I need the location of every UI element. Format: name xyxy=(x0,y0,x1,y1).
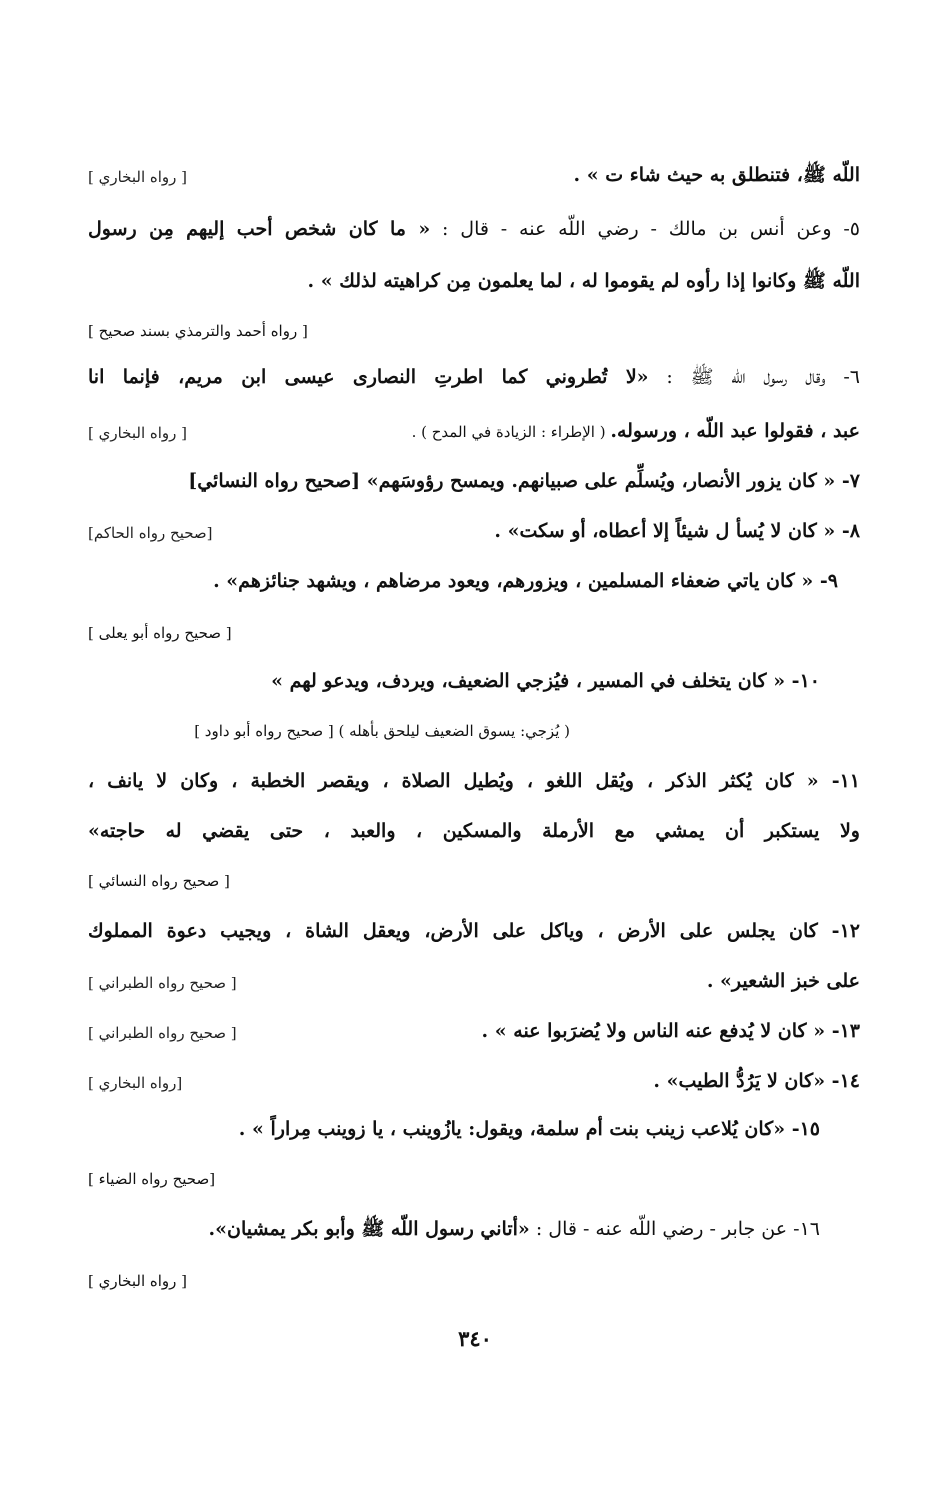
text-line xyxy=(88,618,860,648)
hadith-source: [ رواه أحمد والترمذي بسند صحيح ] xyxy=(88,322,308,340)
hadith-text: ١٣- « كان لا يُدفع عنه الناس ولا يُضرَبوا عنه » . xyxy=(481,1020,860,1042)
hadith-source: [ صحيح رواه أبو يعلى ] xyxy=(88,624,232,642)
gloss-and-source: ( يُزجي: يسوق الضعيف ليلحق بأهله ) [ صحيح رواه أبو داود ] xyxy=(194,722,570,740)
hadith-text: على خبز الشعير» . xyxy=(706,970,860,992)
hadith-lead: ٥- وعن أنس بن مالك - رضي اللّه عنه - قال : xyxy=(430,218,860,240)
hadith-text: «لا تُطروني كما اطرتِ النصارى عيسى ابن مريم، فإنما انا xyxy=(88,366,649,388)
text-line xyxy=(88,1266,860,1296)
hadith-lead: ١٦- عن جابر - رضي اللّه عنه - قال : xyxy=(529,1218,820,1240)
hadith-source: [ صحيح رواه النسائي ] xyxy=(88,872,230,890)
hadith-source: [ رواه البخاري ] xyxy=(88,168,188,186)
hadith-source: [ صحيح رواه الطبراني ] xyxy=(88,974,237,992)
hadith-source: [ صحيح رواه الطبراني ] xyxy=(88,1024,237,1042)
hadith-text: ٩- « كان ياتي ضعفاء المسلمين ، ويزورهم، ويعود مرضاهم ، ويشهد جنائزهم» . xyxy=(213,570,838,592)
text-line xyxy=(88,916,860,946)
gloss-note: ( الإطراء : الزيادة في المدح ) . xyxy=(411,423,611,441)
hadith-text: ١٠- « كان يتخلف في المسير ، فيُزجي الضعيف، ويردف، ويدعو لهم » xyxy=(271,670,820,692)
hadith-text: ١٤- «كان لا يَرُدُّ الطيب» . xyxy=(653,1070,860,1092)
hadith-text: عبد ، فقولوا عبد اللّه ، ورسوله. xyxy=(610,420,860,442)
hadith-text: ١١- « كان يُكثر الذكر ، ويُقل اللغو ، ويُطيل الصلاة ، ويقصر الخطبة ، وكان لا يانف ، xyxy=(88,770,860,792)
hadith-source: [ رواه البخاري ] xyxy=(88,1272,188,1290)
text-line xyxy=(88,362,860,392)
hadith-text: ٨- « كان لا يُسأ ل شيئاً إلا أعطاه، أو سكت» . xyxy=(494,520,860,542)
hadith-source: [ رواه البخاري ] xyxy=(88,424,188,442)
text-line xyxy=(88,866,860,896)
text-line xyxy=(88,766,860,796)
text-line xyxy=(88,214,860,244)
hadith-text: اللّه ﷺ وكانوا إذا رأوه لم يقوموا له ، لما يعلمون مِن كراهيته لذلك » . xyxy=(307,270,860,292)
hadith-source: [رواه البخاري ] xyxy=(88,1074,183,1092)
hadith-text: « ما كان شخص أحب إليهم مِن رسول xyxy=(88,218,431,240)
hadith-source: [صحيح رواه الحاكم] xyxy=(88,524,213,542)
text-line xyxy=(88,816,860,846)
hadith-text: ١٢- كان يجلس على الأرض ، وياكل على الأرض، ويعقل الشاة ، ويجيب دعوة المملوك xyxy=(88,920,860,942)
text-line xyxy=(88,316,860,346)
text-line xyxy=(88,1164,860,1194)
page-number: ٣٤٠ xyxy=(458,1326,492,1351)
hadith-text: ١٥- «كان يُلاعب زينب بنت أم سلمة، ويقول: يازُوينب ، يا زوينب مِراراً » . xyxy=(238,1118,820,1140)
hadith-text: ٧- « كان يزور الأنصار، ويُسلِّم على صبيانهم. ويمسح رؤوسَهم» [صحيح رواه النسائي] xyxy=(188,470,860,492)
hadith-source: [صحيح رواه الضياء ] xyxy=(88,1170,216,1188)
hadith-text: «أتاني رسول اللّه ﷺ وأبو بكر يمشيان». xyxy=(208,1218,530,1240)
hadith-lead: ٦- وقال رسول اللّه ﷺ : xyxy=(648,366,860,388)
hadith-text: ولا يستكبر أن يمشي مع الأرملة والمسكين ، والعبد ، حتى يقضي له حاجته» xyxy=(88,820,860,842)
hadith-text: اللّه ﷺ، فتنطلق به حيث شاء ت » . xyxy=(573,164,860,186)
